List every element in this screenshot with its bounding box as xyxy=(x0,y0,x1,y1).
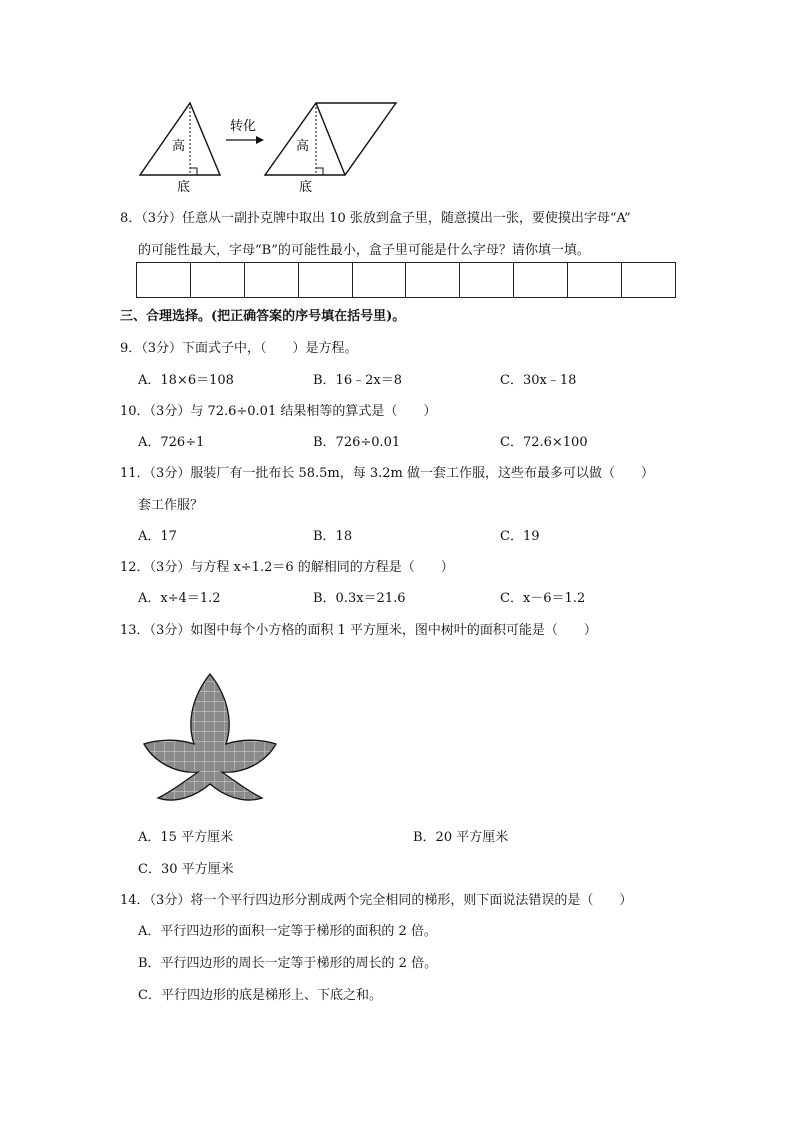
parallelogram-height-label: 高 xyxy=(296,139,310,154)
leaf-shape xyxy=(144,674,276,800)
q10-option-b[interactable]: B．726÷0.01 xyxy=(313,435,401,450)
q13-stem: 13．（3分）如图中每个小方格的面积 1 平方厘米，图中树叶的面积可能是（ ） xyxy=(120,623,597,638)
q12-option-a[interactable]: A．x÷4＝1.2 xyxy=(138,591,221,606)
q14-option-a[interactable]: A．平行四边形的面积一定等于梯形的面积的 2 倍。 xyxy=(138,924,437,939)
parallelogram-base-label: 底 xyxy=(299,180,313,195)
triangle-height-label: 高 xyxy=(172,139,186,154)
triangle-right-angle-mark xyxy=(190,168,197,175)
leaf-figure xyxy=(140,668,280,804)
q13-option-a[interactable]: A．15 平方厘米 xyxy=(138,830,234,845)
q8-line2: 的可能性最大，字母“B”的可能性最小，盒子里可能是什么字母？请你填一填。 xyxy=(138,243,590,258)
q8-line1: 8．（3分）任意从一副扑克牌中取出 10 张放到盒子里，随意摸出一张，要使摸出字母“A” xyxy=(120,211,631,226)
answer-cell[interactable] xyxy=(244,263,298,298)
q12-option-c[interactable]: C．x－6＝1.2 xyxy=(500,591,586,606)
q11-option-a[interactable]: A．17 xyxy=(138,529,177,544)
q10-option-c[interactable]: C．72.6×100 xyxy=(500,435,588,450)
answer-cell[interactable] xyxy=(460,263,514,298)
q10-stem: 10．（3分）与 72.6÷0.01 结果相等的算式是（ ） xyxy=(120,404,437,419)
answer-cell[interactable] xyxy=(298,263,352,298)
q14-stem: 14．（3分）将一个平行四边形分割成两个完全相同的梯形，则下面说法错误的是（ ） xyxy=(120,893,633,908)
q11-option-c[interactable]: C．19 xyxy=(500,529,540,544)
answer-cell[interactable] xyxy=(514,263,568,298)
answer-cell[interactable] xyxy=(622,263,676,298)
section-3-title: 三、合理选择。(把正确答案的序号填在括号里)。 xyxy=(120,309,406,324)
q11-line2: 套工作服？ xyxy=(138,498,204,513)
q8-answer-table xyxy=(136,262,676,298)
parallelogram-diagonal xyxy=(316,103,345,175)
answer-cell[interactable] xyxy=(190,263,244,298)
q9-option-a[interactable]: A．18×6＝108 xyxy=(138,373,234,388)
parallelogram-right-angle-mark xyxy=(316,168,323,175)
q13-option-c[interactable]: C．30 平方厘米 xyxy=(138,862,234,877)
triangle-to-parallelogram-figure xyxy=(130,95,410,195)
q11-option-b[interactable]: B．18 xyxy=(313,529,353,544)
answer-cell[interactable] xyxy=(352,263,406,298)
q9-option-c[interactable]: C．30x﹣18 xyxy=(500,373,577,388)
triangle-base-label: 底 xyxy=(177,180,191,195)
q13-option-b[interactable]: B．20 平方厘米 xyxy=(413,830,509,845)
q12-option-b[interactable]: B．0.3x＝21.6 xyxy=(313,591,406,606)
q14-option-b[interactable]: B．平行四边形的周长一定等于梯形的周长的 2 倍。 xyxy=(138,956,438,971)
transform-arrow-label: 转化 xyxy=(230,119,257,134)
q14-option-c[interactable]: C．平行四边形的底是梯形上、下底之和。 xyxy=(138,988,382,1003)
q11-line1: 11．（3分）服装厂有一批布长 58.5m，每 3.2m 做一套工作服，这些布最多可以做（ ） xyxy=(120,466,654,481)
answer-cell[interactable] xyxy=(568,263,622,298)
answer-cell[interactable] xyxy=(406,263,460,298)
answer-cell[interactable] xyxy=(137,263,191,298)
q9-option-b[interactable]: B．16﹣2x＝8 xyxy=(313,373,402,388)
q9-stem: 9．（3分）下面式子中，（ ）是方程。 xyxy=(120,341,358,356)
transform-arrow-head xyxy=(256,136,264,144)
q12-stem: 12．（3分）与方程 x÷1.2＝6 的解相同的方程是（ ） xyxy=(120,560,454,575)
q10-option-a[interactable]: A．726÷1 xyxy=(138,435,205,450)
